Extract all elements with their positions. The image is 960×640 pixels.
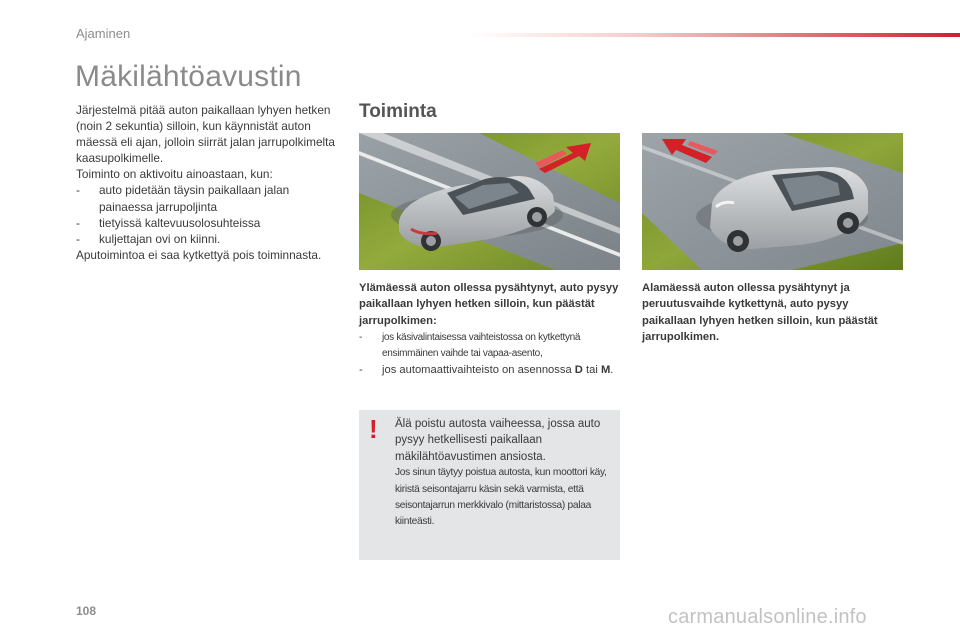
warning-exclamation-icon: ! (369, 414, 378, 444)
intro-text (76, 102, 346, 263)
uphill-caption (359, 280, 621, 379)
list-item: - tietyissä kaltevuusolosuhteissa (76, 215, 346, 231)
gear-m: M (600, 364, 611, 377)
conditions-list (76, 182, 346, 246)
list-item: - jos käsivalintaisessa vaihteistossa on kytkettynä ensimmäinen vaihde tai vapaa-asento, (359, 330, 621, 362)
warning-text (395, 416, 613, 531)
gear-d: D (574, 364, 583, 377)
page-number: 108 (76, 604, 97, 618)
header-divider (470, 33, 960, 37)
downhill-caption-lead: Alamäessä auton ollessa pysähtynyt ja peruutusvaihde kytkettynä, auto pysyy paikallaan lyhyen hetken silloin, kun päästät jarrupolkimen. (642, 282, 878, 344)
uphill-car-image (359, 133, 620, 270)
uphill-caption-lead: Ylämäessä auton ollessa pysähtynyt, auto pysyy paikallaan lyhyen hetken silloin, kun päästät jarrupolkimen: (359, 282, 619, 327)
conditions-intro: Toiminto on aktivoitu ainoastaan, kun: (76, 167, 273, 182)
downhill-car-image (642, 133, 903, 270)
warning-main: Älä poistu autosta vaiheessa, jossa auto pysyy hetkellisesti paikallaan mäkilähtöavustimen ansiosta. (395, 418, 601, 463)
uphill-auto-list (359, 362, 621, 378)
auto-item-suffix: . (610, 364, 614, 377)
warning-note: Jos sinun täytyy poistua autosta, kun moottori käy, kiristä seisontajarru käsin sekä varmista, että seisontajarrun merkkivalo (mittaristossa) palaa kiinteästi. (395, 467, 607, 528)
watermark: carmanualsonline.info (668, 606, 867, 628)
uphill-illustration (359, 133, 620, 270)
section-heading: Toiminta (359, 101, 437, 122)
auto-item-middle: tai (582, 364, 601, 377)
section-label: Ajaminen (76, 26, 131, 41)
auto-item-prefix: jos automaattivaihteisto on asennossa (382, 364, 575, 377)
warning-box (359, 410, 620, 560)
list-item: - kuljettajan ovi on kiinni. (76, 231, 346, 247)
downhill-illustration (642, 133, 903, 270)
uphill-conditions-list (359, 330, 621, 362)
page-title: Mäkilähtöavustin (75, 60, 302, 93)
intro-note: Aputoimintoa ei saa kytkettyä pois toiminnasta. (76, 247, 322, 262)
list-item: - auto pidetään täysin paikallaan jalan painaessa jarrupoljinta (76, 182, 346, 214)
list-item (359, 362, 621, 378)
downhill-caption (642, 280, 904, 346)
intro-paragraph: Järjestelmä pitää auton paikallaan lyhyen hetken (noin 2 sekuntia) silloin, kun käynnistät auton mäessä eli ajan, jolloin siirrät jalan jarrupolkimelta kaasupolkimelle. (76, 103, 335, 166)
